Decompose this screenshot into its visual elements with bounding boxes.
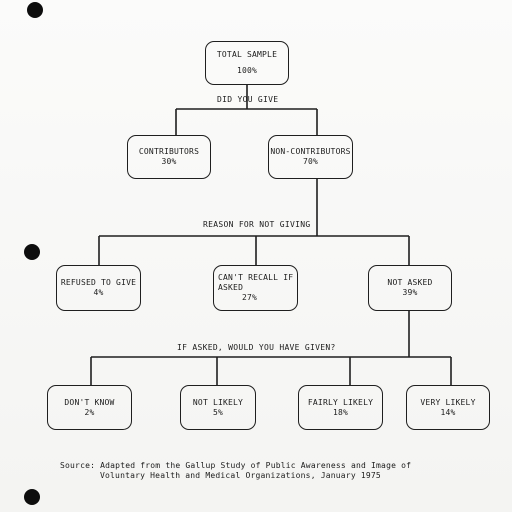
node-dont-know-percent: 2%: [84, 407, 95, 417]
node-not-asked-label: NOT ASKED: [387, 278, 433, 287]
node-non-contributors-label: NON-CONTRIBUTORS: [270, 147, 351, 156]
node-contributors-label: CONTRIBUTORS: [138, 147, 200, 156]
node-very-likely: [406, 385, 490, 430]
node-very-likely-label: VERY LIKELY: [420, 397, 476, 407]
node-non-contributors-percent: 70%: [302, 157, 319, 166]
node-not-asked-percent: 39%: [402, 288, 418, 297]
node-very-likely-percent: 14%: [440, 407, 456, 417]
source-citation: [60, 461, 411, 481]
node-fairly-likely: [298, 385, 383, 430]
edge-label-reason: REASON FOR NOT GIVING: [203, 220, 311, 229]
node-total-sample-label: TOTAL SAMPLE: [216, 50, 278, 59]
node-refused-label: REFUSED TO GIVE: [60, 278, 137, 287]
node-fairly-likely-percent: 18%: [332, 407, 349, 417]
node-contributors-percent: 30%: [161, 157, 177, 166]
node-dont-know: [47, 385, 132, 430]
node-dont-know-label: DON'T KNOW: [64, 397, 115, 407]
node-cant-recall-label: CAN'T RECALL IF: [218, 273, 294, 282]
node-refused-to-give: [56, 265, 141, 311]
node-not-likely-percent: 5%: [212, 407, 224, 417]
node-not-likely-label: NOT LIKELY: [192, 397, 244, 407]
node-cant-recall-label-2: ASKED: [218, 283, 244, 292]
edge-label-did-you-give: DID YOU GIVE: [217, 95, 279, 104]
source-line-1: Source: Adapted from the Gallup Study of Public Awareness and Image of: [60, 461, 412, 470]
node-cant-recall: [213, 265, 298, 311]
node-contributors: [127, 135, 211, 179]
node-total-sample: [205, 41, 289, 85]
node-fairly-likely-label: FAIRLY LIKELY: [307, 397, 374, 407]
node-refused-percent: 4%: [93, 288, 104, 297]
node-non-contributors: [268, 135, 353, 179]
node-total-sample-percent: 100%: [236, 66, 258, 75]
edge-label-if-asked: IF ASKED, WOULD YOU HAVE GIVEN?: [177, 343, 336, 352]
node-not-likely: [180, 385, 256, 430]
source-line-2: Voluntary Health and Medical Organizations, January 1975: [100, 471, 381, 480]
node-cant-recall-percent: 27%: [242, 293, 258, 302]
node-not-asked: [368, 265, 452, 311]
